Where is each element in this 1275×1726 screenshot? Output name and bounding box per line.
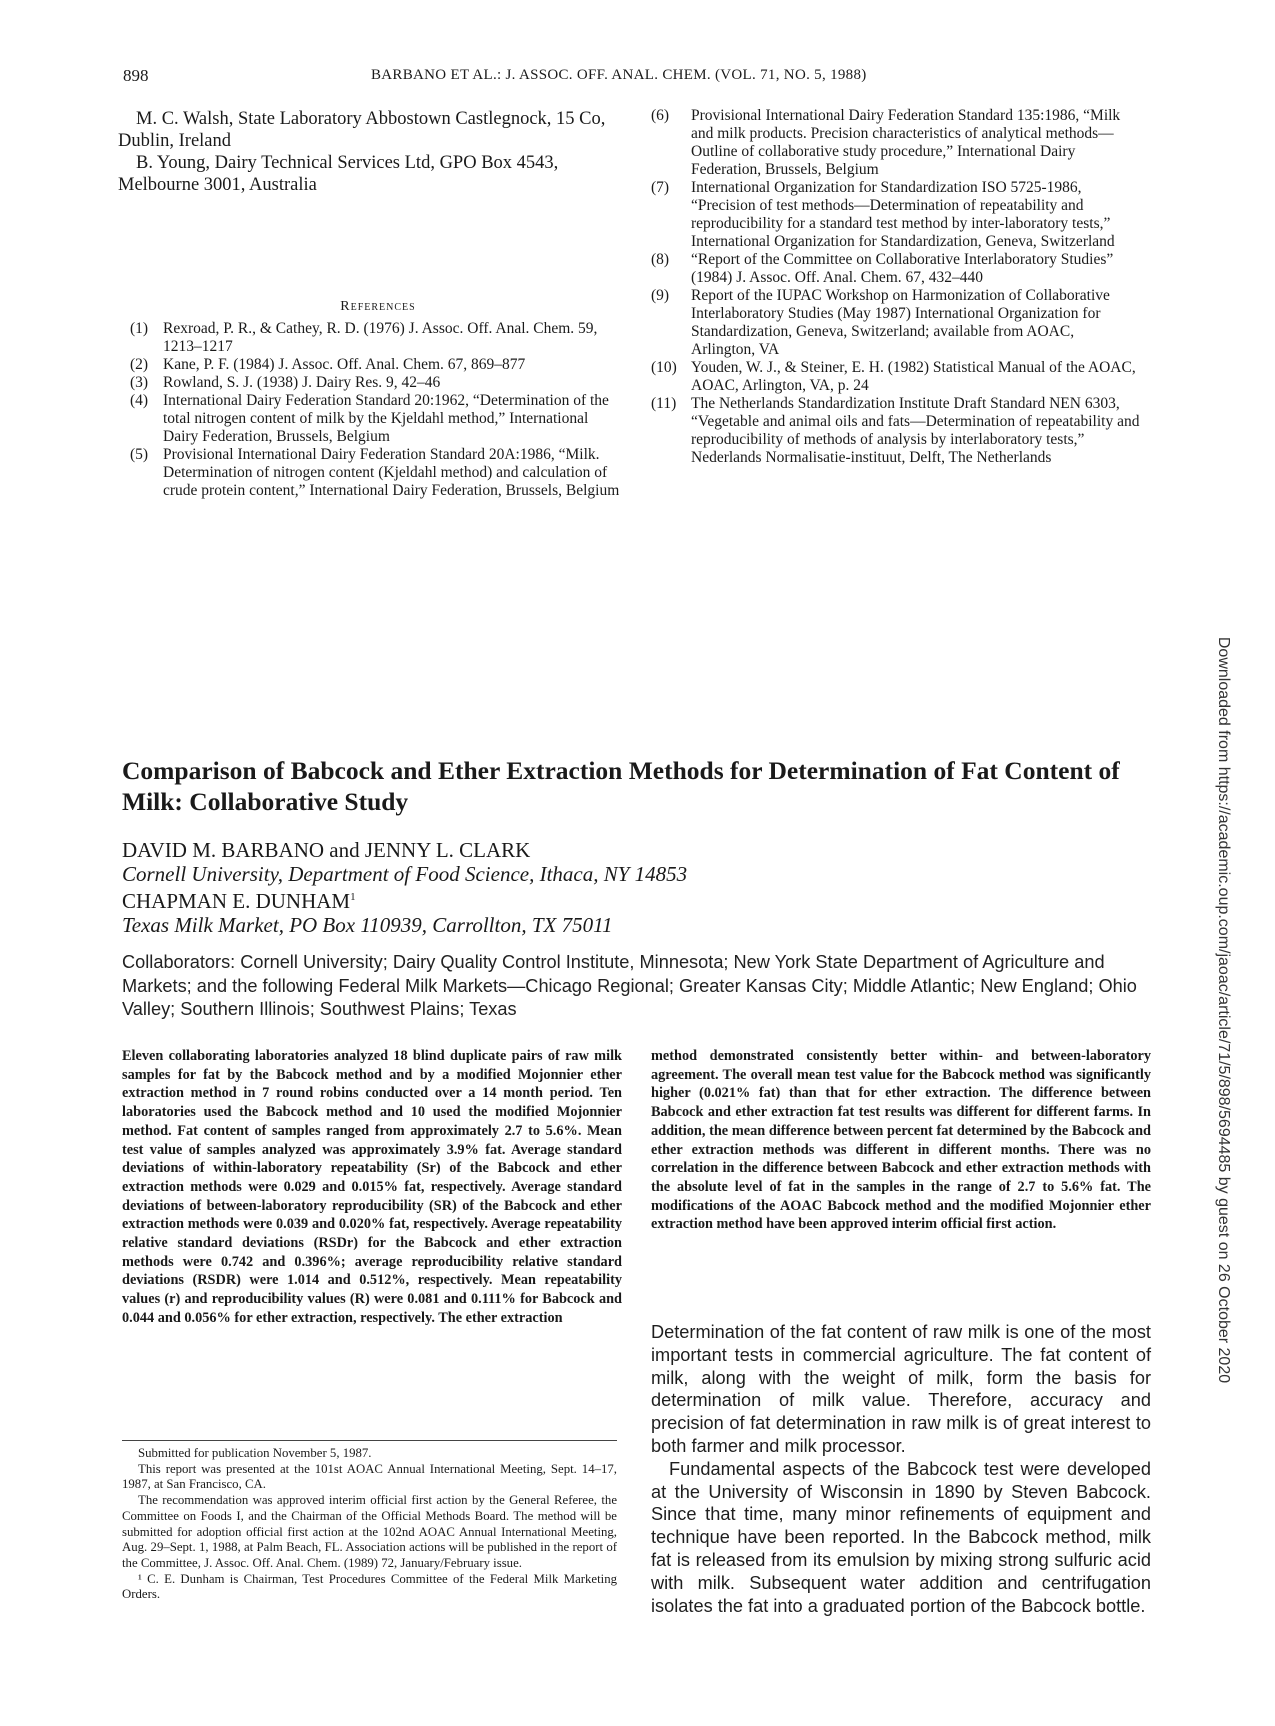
reference-item	[130, 320, 624, 356]
article-title: Comparison of Babcock and Ether Extraction Methods for Determination of Fat Content of Milk: Collaborative Study	[122, 756, 1120, 816]
address-walsh: M. C. Walsh, State Laboratory Abbostown Castlegnock, 15 Co, Dublin, Ireland	[118, 109, 606, 151]
reference-text: Youden, W. J., & Steiner, E. H. (1982) Statistical Manual of the AOAC, AOAC, Arlington, VA, p. 24	[691, 359, 1136, 394]
footnote-submitted: Submitted for publication November 5, 1987.	[138, 1446, 372, 1460]
collaborator-addresses	[118, 108, 638, 196]
reference-item	[130, 356, 624, 374]
reference-text: International Organization for Standardization ISO 5725-1986, “Precision of test methods—Determination of repeatability and reproducibility for a standard test method by inter-laboratory tests,” International Organization for Standardization, Geneva, Switzerland	[691, 179, 1115, 250]
running-title: BARBANO ET AL.: J. ASSOC. OFF. ANAL. CHEM. (VOL. 71, NO. 5, 1988)	[371, 67, 867, 83]
author-name-dunham: CHAPMAN E. DUNHAM	[122, 889, 351, 913]
footnote-presented: This report was presented at the 101st AOAC Annual International Meeting, Sept. 14–17, 1987, at San Francisco, CA.	[122, 1461, 617, 1492]
footnotes	[122, 1446, 617, 1603]
body-paragraph: Fundamental aspects of the Babcock test were developed at the University of Wisconsin in 1890 by Steven Babcock. Since that time, many minor refinements of equipment and technique have been reported. In the Babcock method, milk fat is released from its emulsion by mixing strong sulfuric acid with milk. Subsequent water addition and centrifugation isolates the fat into a graduated portion of the Babcock bottle.	[651, 1458, 1151, 1616]
author-line-1: DAVID M. BARBANO and JENNY L. CLARK	[122, 838, 531, 862]
author-block	[122, 839, 1152, 937]
footnote-recommendation: The recommendation was approved interim official first action by the General Referee, the Committee on Foods I, and the Chairman of the Official Methods Board. The method will be submitted for adoption official first action at the 102nd AOAC Annual International Meeting, Aug. 29–Sept. 1, 1988, at Palm Beach, FL. Association actions will be published in the report of the Committee, J. Assoc. Off. Anal. Chem. (1989) 72, January/February issue.	[122, 1493, 617, 1570]
reference-item	[651, 107, 1141, 179]
reference-text: Kane, P. F. (1984) J. Assoc. Off. Anal. Chem. 67, 869–877	[163, 356, 526, 373]
reference-number: (5)	[130, 446, 149, 463]
reference-item	[651, 179, 1141, 251]
reference-item	[651, 359, 1141, 395]
reference-text: “Report of the Committee on Collaborative Interlaboratory Studies” (1984) J. Assoc. Off. Anal. Chem. 67, 432–440	[691, 251, 1114, 286]
footnote-dunham: ¹ C. E. Dunham is Chairman, Test Procedures Committee of the Federal Milk Marketing Orders.	[122, 1571, 617, 1602]
download-watermark	[1203, 560, 1243, 1460]
download-watermark-text: Downloaded from https://academic.oup.com/jaoac/article/71/5/898/5694485 by guest on 26 October 2020	[1215, 636, 1232, 1384]
reference-item	[651, 395, 1141, 467]
reference-text: The Netherlands Standardization Institute Draft Standard NEN 6303, “Vegetable and animal oils and fats—Determination of repeatability and reproducibility of methods of analysis by interlaboratory tests,” Nederlands Normalisatie-instituut, Delft, The Netherlands	[691, 395, 1140, 466]
affiliation-1: Cornell University, Department of Food Science, Ithaca, NY 14853	[122, 861, 688, 886]
collaborators: Collaborators: Cornell University; Dairy Quality Control Institute, Minnesota; New York State Department of Agriculture and Markets; and the following Federal Milk Markets—Chicago Regional; Greater Kansas City; Middle Atlantic; New England; Ohio Valley; Southern Illinois; Southwest Plains; Texas	[122, 952, 1137, 1019]
reference-number: (11)	[651, 395, 677, 412]
reference-text: Rexroad, P. R., & Cathey, R. D. (1976) J. Assoc. Off. Anal. Chem. 59, 1213–1217	[163, 320, 598, 355]
reference-number: (9)	[651, 287, 670, 304]
running-header	[123, 66, 1133, 86]
reference-number: (1)	[130, 320, 149, 337]
affiliation-2: Texas Milk Market, PO Box 110939, Carrollton, TX 75011	[122, 912, 613, 937]
reference-text: Provisional International Dairy Federation Standard 20A:1986, “Milk. Determination of nitrogen content (Kjeldahl method) and calculation of crude protein content,” International Dairy Federation, Brussels, Belgium	[163, 446, 620, 499]
reference-text: Rowland, S. J. (1938) J. Dairy Res. 9, 42–46	[163, 374, 441, 391]
footnote-mark: 1	[350, 891, 356, 903]
abstract-right-column: method demonstrated consistently better within- and between-laboratory agreement. The overall mean test value for the Babcock method was significantly higher (0.021% fat) than that for ether extraction. The difference between Babcock and ether extraction fat test results was different for different farms. In addition, the mean difference between percent fat determined by the Babcock and ether extraction methods was different in different months. There was no correlation in the difference between Babcock and ether extraction methods with the absolute level of fat in the samples in the range of 2.7 to 5.6% fat. The modifications of the AOAC Babcock method and the modified Mojonnier ether extraction method have been approved interim official first action.	[651, 1048, 1151, 1233]
author-line-2	[122, 886, 1152, 914]
reference-text: Report of the IUPAC Workshop on Harmonization of Collaborative Interlaboratory Studies (May 1987) International Organization for Standardization, Geneva, Switzerland; available from AOAC, Arlington, VA	[691, 287, 1110, 358]
reference-number: (8)	[651, 251, 670, 268]
reference-number: (4)	[130, 392, 149, 409]
footnote-rule	[122, 1440, 617, 1441]
reference-item	[130, 374, 624, 392]
address-young: B. Young, Dairy Technical Services Ltd, GPO Box 4543, Melbourne 3001, Australia	[118, 153, 559, 195]
reference-number: (2)	[130, 356, 149, 373]
references-right-column	[651, 107, 1141, 467]
reference-item	[130, 392, 624, 446]
reference-number: (6)	[651, 107, 670, 124]
reference-text: International Dairy Federation Standard 20:1962, “Determination of the total nitrogen content of milk by the Kjeldahl method,” International Dairy Federation, Brussels, Belgium	[163, 392, 609, 445]
reference-item	[651, 251, 1141, 287]
reference-number: (7)	[651, 179, 670, 196]
reference-number: (10)	[651, 359, 677, 376]
references-heading: References	[340, 299, 416, 314]
body-text	[651, 1321, 1151, 1617]
reference-item	[651, 287, 1141, 359]
abstract-left-column: Eleven collaborating laboratories analyzed 18 blind duplicate pairs of raw milk samples for fat by the Babcock method and by a modified Mojonnier ether extraction method in 7 round robins conducted over a 14 month period. Ten laboratories used the Babcock method and 10 used the modified Mojonnier method. Fat content of samples ranged from approximately 2.7 to 5.6%. Mean test value of samples analyzed was approximately 3.9% fat. Average standard deviations of within-laboratory repeatability (Sr) of the Babcock and ether extraction methods were 0.029 and 0.015% fat, respectively. Average standard deviations of between-laboratory reproducibility (SR) of the Babcock and ether extraction methods were 0.039 and 0.020% fat, respectively. Average repeatability relative standard deviations (RSDr) for the Babcock and ether extraction methods were 0.742 and 0.396%; average reproducibility relative standard deviations (RSDR) were 1.014 and 0.512%, respectively. Mean repeatability values (r) and reproducibility values (R) were 0.081 and 0.111% for Babcock and 0.044 and 0.056% for ether extraction, respectively. The ether extraction	[122, 1048, 622, 1326]
references-left-column	[130, 320, 624, 500]
page-number: 898	[123, 66, 149, 85]
reference-item	[130, 446, 624, 500]
body-paragraph: Determination of the fat content of raw milk is one of the most important tests in commercial agriculture. The fat content of milk, along with the weight of milk, form the basis for determination of milk value. Therefore, accuracy and precision of fat determination in raw milk is of great interest to both farmer and milk processor.	[651, 1322, 1151, 1456]
reference-number: (3)	[130, 374, 149, 391]
reference-text: Provisional International Dairy Federation Standard 135:1986, “Milk and milk products. Precision characteristics of analytical methods—Outline of collaborative study procedure,” International Dairy Federation, Brussels, Belgium	[691, 107, 1121, 178]
